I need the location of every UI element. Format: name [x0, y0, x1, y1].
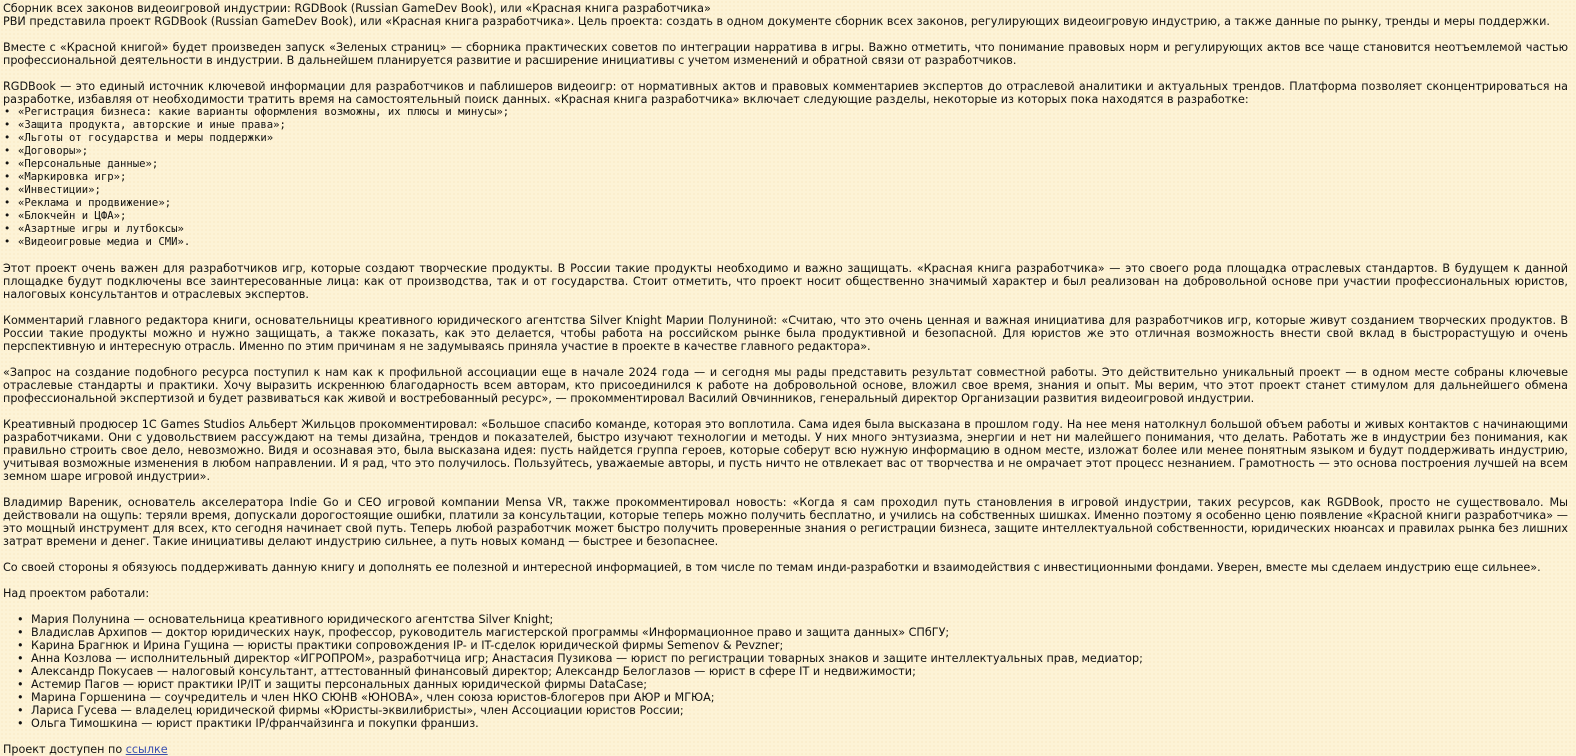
list-item: • «Азартные игры и лутбоксы»	[3, 223, 1568, 236]
list-item: • Анна Козлова — исполнительный директор «ИГРОПРОМ», разработчица игр; Анастасия Пузикова — юрист по регистрации товарных знаков и защите интеллектуальных прав, медиатор;	[31, 652, 1568, 665]
polunina-quote: Комментарий главного редактора книги, основательницы креативного юридического агентства Silver Knight Марии Полуниной: «Считаю, что это очень ценная и важная инициатива для разработчиков игр, которые живут созданием творческих продуктов. В России такие продукты можно и нужно защищать, а также показать, как это делается, чтобы работа на российском рынке была продуктивной и безопасной. Для юристов же это отличная возможность внести свой вклад в быстрорастущую и очень перспективную и интересную отрасль. Именно по этим причинам я не задумываясь приняла участие в проекте в качестве главного редактора».	[3, 314, 1568, 353]
list-item: • «Договоры»;	[3, 145, 1568, 158]
list-item: • Мария Полунина — основательница креативного юридического агентства Silver Knight;	[31, 613, 1568, 626]
rgdbook-paragraph: RGDBook — это единый источник ключевой информации для разработчиков и паблишеров видеоигр: от нормативных актов и правовых комментариев экспертов до отраслевой аналитики и актуальных трендов. Платформа позволяет сконцентрироваться на разработке, избавляя от необходимости тратить время на самостоятельный поиск данных. «Красная книга разработчика» включает следующие разделы, некоторые из которых пока находятся в разработке:	[3, 80, 1568, 106]
list-item: • Александр Покусаев — налоговый консультант, аттестованный финансовый директор; Александр Белоглазов — юрист в сфере IT и недвижимости;	[31, 665, 1568, 678]
varenik-quote: Владимир Вареник, основатель акселератора Indie Go и CEO игровой компании Mensa VR, также прокомментировал новость: «Когда я сам проходил путь становления в игровой индустрии, таких ресурсов, как RGDBook, просто не существовало. Мы действовали на ощупь: теряли время, допускали дорогостоящие ошибки, платили за консультации, которые теперь можно получить бесплатно, и учились на собственных шишках. Именно поэтому я особенно ценю появление «Красной книги разработчика» — это мощный инструмент для всех, кто сегодня начинает свой путь. Теперь любой разработчик может быстро получить проверенные знания о регистрации бизнеса, защите интеллектуальной собственности, юридических нюансах и правилах рынка без лишних затрат времени и денег. Такие инициативы делают индустрию сильнее, а путь новых команд — быстрее и безопаснее.	[3, 496, 1568, 548]
list-item: • Марина Горшенина — соучредитель и член НКО СЮНВ «ЮНОВА», член союза юристов-блогеров при АЮР и МГЮА;	[31, 691, 1568, 704]
sections-list	[3, 106, 1568, 249]
list-item: • «Персональные данные»;	[3, 158, 1568, 171]
footer-line	[3, 743, 1568, 756]
list-item: • Ольга Тимошкина — юрист практики IP/франчайзинга и покупки франшиз.	[31, 717, 1568, 730]
lead-paragraph: РВИ представила проект RGDBook (Russian GameDev Book), или «Красная книга разработчика». Цель проекта: создать в одном документе сборник всех законов, регулирующих видеоигровую индустрию, а также данные по рынку, тренды и меры поддержки.	[3, 15, 1550, 28]
list-item: • «Маркировка игр»;	[3, 171, 1568, 184]
list-item: • «Регистрация бизнеса: какие варианты оформления возможны, их плюсы и минусы»;	[3, 106, 1568, 119]
zhiltsov-quote: Креативный продюсер 1С Games Studios Альберт Жильцов прокомментировал: «Большое спасибо команде, которая это воплотила. Сама идея была высказана в прошлом году. На нее меня натолкнул большой объем работы и живых контактов с начинающими разработчиками. Они с удовольствием рассуждают на темы дизайна, трендов и показателей, быстро изучают технологии и методы. У них много энтузиазма, энергии и нет ни малейшего понимания, что делать. Работать же в индустрии без понимания, как правильно строить свое дело, невозможно. Видя и осознавая это, была высказана идея: пусть найдется группа героев, которые соберут всю нужную информацию в одном месте, изложат более или менее понятным языком и будут поддерживать индустрию, учитывая возможные изменения в любом направлении. И я рад, что это получилось. Пользуйтесь, уважаемые авторы, и пусть ничто не отвлекает вас от творчества и не омрачает этот процесс незнанием. Грамотность — это основа построения лучшей на всем земном шаре игровой индустрии».	[3, 418, 1568, 483]
green-pages-paragraph: Вместе с «Красной книгой» будет произведен запуск «Зеленых страниц» — сборника практических советов по интеграции нарратива в игры. Важно отметить, что понимание правовых норм и регулирующих актов все чаще становится неотъемлемой частью профессиональной деятельности в индустрии. В дальнейшем планируется развитие и расширение инициативы с учетом изменений и обратной связи от разработчиков.	[3, 41, 1568, 67]
list-item: • «Льготы от государства и меры поддержки»	[3, 132, 1568, 145]
list-item: • «Реклама и продвижение»;	[3, 197, 1568, 210]
list-item: • «Защита продукта, авторские и иные права»;	[3, 119, 1568, 132]
list-item: • «Видеоигровые медиа и СМИ».	[3, 236, 1568, 249]
project-link[interactable]: ссылке	[125, 743, 168, 756]
support-paragraph: Со своей стороны я обязуюсь поддерживать данную книгу и дополнять ее полезной и интересной информацией, в том числе по темам инди-разработки и взаимодействия с инвестиционными фондами. Уверен, вместе мы сделаем индустрию еще сильнее».	[3, 561, 1541, 574]
footer-text: Проект доступен по	[3, 743, 126, 756]
article-title: Сборник всех законов видеоигровой индустрии: RGDBook (Russian GameDev Book), или «Красная книга разработчика»	[3, 2, 711, 15]
list-item: • Карина Брагнюк и Ирина Гущина — юристы практики сопровождения IP- и IT-сделок юридической фирмы Semenov & Pevzner;	[31, 639, 1568, 652]
list-item: • Владислав Архипов — доктор юридических наук, профессор, руководитель магистерской программы «Информационное право и защита данных» СПбГУ;	[31, 626, 1568, 639]
team-heading: Над проектом работали:	[3, 587, 150, 600]
ovchinnikov-quote: «Запрос на создание подобного ресурса поступил к нам как к профильной ассоциации еще в начале 2024 года — и сегодня мы рады представить результат совместной работы. Это действительно уникальный проект — в одном месте собраны ключевые отраслевые стандарты и практики. Хочу выразить искреннюю благодарность всем авторам, кто присоединился к работе на добровольной основе, вложил свое время, знания и опыт. Мы верим, что этот проект станет стимулом для дальнейшего обмена профессиональной экспертизой и будет развиваться как живой и востребованный ресурс», — прокомментировал Василий Овчинников, генеральный директор Организации развития видеоигровой индустрии.	[3, 366, 1568, 405]
list-item: • «Блокчейн и ЦФА»;	[3, 210, 1568, 223]
team-list	[3, 613, 1568, 730]
list-item: • Астемир Пагов — юрист практики IP/IT и защиты персональных данных юридической фирмы DataCase;	[31, 678, 1568, 691]
list-item: • Лариса Гусева — владелец юридической фирмы «Юристы-эквилибристы», член Ассоциации юристов России;	[31, 704, 1568, 717]
importance-paragraph: Этот проект очень важен для разработчиков игр, которые создают творческие продукты. В России такие продукты необходимо и важно защищать. «Красная книга разработчика» — это своего рода площадка отраслевых стандартов. В будущем к данной площадке будут подключены все заинтересованные лица: как от производства, так и от государства. Стоит отметить, что проект носит общественно значимый характер и был реализован на добровольной основе при участии профессиональных юристов, налоговых консультантов и отраслевых экспертов.	[3, 262, 1568, 301]
list-item: • «Инвестиции»;	[3, 184, 1568, 197]
